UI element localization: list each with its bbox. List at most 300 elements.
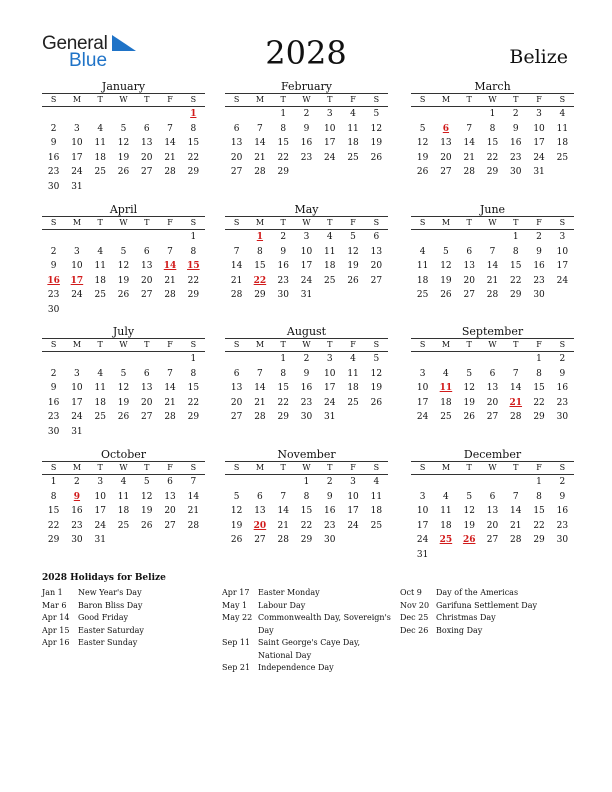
- calendar-date: 6: [143, 368, 150, 379]
- week-row: [42, 180, 205, 195]
- empty-cell: [89, 180, 112, 195]
- calendar-date: 30: [277, 290, 289, 300]
- calendar-date: 21: [254, 152, 266, 163]
- calendar-date: 13: [141, 138, 153, 148]
- holiday-date: 26: [462, 535, 476, 545]
- empty-cell: [112, 180, 135, 195]
- weekday-label: W: [119, 463, 128, 472]
- week-row: [225, 274, 388, 289]
- empty-cell: [411, 230, 434, 245]
- weekday-label: T: [280, 340, 286, 349]
- calendar-date: 27: [141, 167, 153, 177]
- weekday-label: F: [167, 340, 173, 349]
- calendar-date: 16: [300, 383, 313, 393]
- holiday-item: [42, 600, 212, 613]
- calendar-date: 18: [347, 138, 359, 148]
- weekday-label: S: [559, 95, 566, 104]
- holiday-name: Christmas Day: [436, 613, 496, 622]
- holidays-column: [222, 587, 392, 675]
- week-row: [42, 490, 205, 505]
- empty-cell: [481, 548, 504, 563]
- calendar-date: 25: [94, 290, 106, 300]
- weekday-label: S: [373, 218, 380, 227]
- holiday-item: [400, 612, 570, 625]
- calendar-date: 14: [254, 138, 266, 148]
- calendar-date: 15: [187, 138, 200, 148]
- calendar-date: 24: [71, 167, 83, 177]
- empty-cell: [365, 165, 388, 180]
- calendar-date: 17: [556, 261, 569, 271]
- weekday-label: S: [233, 95, 240, 104]
- calendar-date: 19: [440, 275, 452, 286]
- calendar-date: 4: [97, 123, 104, 134]
- calendar-date: 4: [373, 477, 380, 487]
- calendar-date: 27: [230, 167, 243, 177]
- calendar-date: 17: [300, 261, 313, 271]
- calendar-date: 5: [120, 246, 127, 257]
- month-november: [225, 448, 388, 548]
- calendar-date: 8: [303, 491, 310, 502]
- calendar-date: 25: [324, 275, 336, 286]
- weekday-label: M: [72, 340, 82, 349]
- calendar-date: 10: [556, 246, 569, 257]
- calendar-date: 3: [536, 109, 542, 119]
- calendar-date: 26: [370, 397, 383, 408]
- calendar-date: 10: [71, 261, 83, 271]
- calendar-date: 13: [164, 491, 176, 502]
- calendar-date: 21: [277, 520, 289, 531]
- calendar-date: 12: [370, 368, 383, 379]
- calendar-date: 3: [559, 232, 566, 242]
- calendar-date: 9: [303, 368, 310, 379]
- calendar-date: 17: [347, 506, 359, 516]
- empty-cell: [411, 475, 434, 490]
- weekday-header: [225, 461, 388, 475]
- calendar-date: 11: [94, 261, 106, 271]
- calendar-date: 22: [533, 397, 545, 408]
- calendar-date: 30: [47, 426, 60, 437]
- week-row: [225, 288, 388, 303]
- empty-cell: [458, 548, 481, 563]
- weekday-label: T: [327, 340, 333, 349]
- calendar-date: 13: [486, 383, 499, 393]
- calendar-date: 26: [117, 290, 130, 300]
- empty-cell: [248, 107, 271, 122]
- week-row: [42, 519, 205, 534]
- calendar-date: 23: [277, 275, 289, 286]
- weekday-label: S: [50, 340, 57, 349]
- calendar-date: 9: [50, 261, 57, 271]
- empty-cell: [135, 107, 158, 122]
- week-row: [411, 352, 574, 367]
- week-row: [411, 504, 574, 519]
- calendar-date: 12: [117, 383, 130, 393]
- weekday-label: T: [327, 95, 333, 104]
- holiday-date-label: May 22: [222, 613, 253, 622]
- empty-cell: [89, 425, 112, 440]
- empty-cell: [411, 107, 434, 122]
- calendar-date: 28: [486, 290, 499, 300]
- empty-cell: [112, 352, 135, 367]
- holiday-date-label: Oct 9: [400, 588, 422, 597]
- calendar-date: 5: [350, 232, 356, 242]
- calendar-date: 21: [230, 275, 243, 286]
- weekday-header: [225, 93, 388, 107]
- weekday-label: W: [119, 340, 128, 349]
- weekday-label: T: [144, 463, 150, 472]
- empty-cell: [135, 425, 158, 440]
- empty-cell: [341, 533, 364, 548]
- calendar-date: 3: [419, 491, 426, 502]
- empty-cell: [295, 165, 318, 180]
- calendar-date: 30: [533, 290, 545, 300]
- calendar-date: 13: [230, 383, 243, 393]
- empty-cell: [89, 107, 112, 122]
- country-name: Belize: [509, 46, 568, 68]
- weekday-label: M: [255, 463, 265, 472]
- calendar-date: 9: [536, 246, 542, 257]
- weekday-label: S: [50, 95, 57, 104]
- week-row: [225, 475, 388, 490]
- month-title: January: [101, 80, 146, 93]
- calendar-date: 26: [416, 167, 429, 177]
- weekday-label: F: [167, 463, 173, 472]
- calendar-date: 16: [300, 138, 313, 148]
- calendar-date: 26: [117, 167, 130, 177]
- calendar-date: 7: [257, 368, 263, 379]
- holiday-date: 22: [253, 275, 267, 286]
- holiday-date-label: Jan 1: [42, 588, 63, 597]
- calendar-date: 27: [486, 412, 499, 422]
- month-january: [42, 80, 205, 194]
- empty-cell: [434, 230, 457, 245]
- empty-cell: [89, 352, 112, 367]
- weekday-label: S: [419, 340, 426, 349]
- calendar-date: 8: [190, 246, 197, 257]
- calendar-date: 20: [230, 152, 243, 163]
- empty-cell: [551, 288, 574, 303]
- calendar-date: 31: [416, 549, 429, 560]
- calendar-date: 15: [533, 506, 545, 516]
- calendar-date: 2: [536, 232, 542, 242]
- calendar-date: 31: [71, 181, 83, 192]
- holiday-date-label: Dec 26: [400, 625, 429, 635]
- holiday-name: Easter Sunday: [78, 638, 138, 647]
- calendar-date: 21: [486, 275, 499, 286]
- holiday-date-label: Mar 6: [42, 600, 67, 610]
- week-row: [42, 381, 205, 396]
- weekday-label: M: [72, 95, 82, 104]
- calendar-date: 12: [230, 506, 243, 516]
- week-row: [225, 381, 388, 396]
- calendar-date: 7: [512, 491, 519, 502]
- weekday-label: T: [466, 340, 472, 349]
- calendar-date: 5: [419, 123, 426, 134]
- calendar-date: 31: [533, 167, 545, 177]
- calendar-date: 1: [280, 354, 287, 364]
- empty-cell: [225, 352, 248, 367]
- calendar-date: 11: [440, 506, 452, 516]
- calendar-date: 10: [71, 383, 83, 393]
- calendar-date: 11: [347, 123, 359, 134]
- holiday-item: [222, 587, 392, 600]
- weekday-label: T: [466, 95, 472, 104]
- holiday-date: 21: [509, 397, 523, 408]
- calendar-date: 15: [277, 383, 289, 393]
- month-may: [225, 203, 388, 303]
- empty-cell: [458, 475, 481, 490]
- empty-cell: [42, 107, 65, 122]
- holiday-item: [222, 662, 392, 675]
- calendar-date: 14: [164, 383, 176, 393]
- empty-cell: [365, 410, 388, 425]
- calendar-date: 23: [324, 520, 336, 531]
- empty-cell: [135, 352, 158, 367]
- calendar-date: 18: [94, 397, 106, 408]
- weekday-header: [411, 338, 574, 352]
- week-row: [225, 151, 388, 166]
- calendar-date: 20: [141, 397, 153, 408]
- calendar-date: 23: [556, 520, 569, 531]
- weekday-label: F: [536, 340, 542, 349]
- week-row: [225, 410, 388, 425]
- calendar-date: 14: [277, 506, 289, 516]
- calendar-date: 4: [443, 368, 449, 379]
- calendar-date: 6: [466, 246, 473, 257]
- calendar-date: 4: [419, 246, 426, 257]
- calendar-date: 28: [510, 535, 522, 545]
- holiday-name: Saint George's Caye Day, National Day: [258, 638, 361, 660]
- calendar-date: 2: [326, 477, 333, 487]
- calendar-date: 31: [300, 290, 313, 300]
- calendar-date: 2: [559, 354, 566, 364]
- calendar-date: 13: [141, 261, 153, 271]
- week-row: [42, 274, 205, 289]
- calendar-date: 8: [50, 491, 57, 502]
- month-july: [42, 325, 205, 439]
- calendar-date: 12: [463, 383, 475, 393]
- weekday-label: T: [466, 218, 472, 227]
- empty-cell: [551, 548, 574, 563]
- calendar-date: 29: [277, 167, 289, 177]
- calendar-date: 15: [254, 261, 266, 271]
- weekday-label: M: [72, 218, 82, 227]
- calendar-date: 27: [141, 290, 153, 300]
- empty-cell: [341, 165, 364, 180]
- weekday-label: W: [302, 218, 311, 227]
- weekday-label: S: [419, 218, 426, 227]
- weekday-label: W: [302, 463, 311, 472]
- weekday-label: T: [513, 340, 519, 349]
- calendar-date: 13: [440, 138, 452, 148]
- calendar-date: 18: [347, 383, 359, 393]
- weekday-label: S: [190, 95, 197, 104]
- calendar-date: 6: [489, 368, 496, 379]
- calendar-date: 29: [533, 412, 545, 422]
- calendar-date: 12: [416, 138, 429, 148]
- calendar-date: 23: [300, 397, 313, 408]
- empty-cell: [365, 533, 388, 548]
- calendar-date: 16: [510, 138, 522, 148]
- week-row: [225, 136, 388, 151]
- weekday-label: T: [513, 95, 519, 104]
- weekday-label: S: [559, 218, 566, 227]
- week-row: [42, 151, 205, 166]
- calendar-date: 25: [556, 152, 569, 163]
- calendar-date: 20: [486, 397, 499, 408]
- week-row: [411, 490, 574, 505]
- calendar-date: 9: [280, 246, 287, 257]
- calendar-date: 26: [117, 412, 130, 422]
- weekday-label: S: [373, 95, 380, 104]
- weekday-label: S: [50, 218, 57, 227]
- holiday-item: [222, 600, 392, 613]
- empty-cell: [318, 288, 341, 303]
- week-row: [225, 107, 388, 122]
- calendar-date: 10: [416, 506, 429, 516]
- calendar-date: 1: [280, 109, 287, 119]
- empty-cell: [158, 180, 181, 195]
- calendar-date: 5: [466, 368, 473, 379]
- calendar-date: 22: [277, 397, 289, 408]
- calendar-date: 21: [254, 397, 266, 408]
- weekday-label: S: [233, 463, 240, 472]
- holiday-name: Good Friday: [78, 613, 129, 622]
- calendar-date: 25: [94, 167, 106, 177]
- calendar-date: 13: [254, 506, 266, 516]
- calendar-date: 22: [47, 520, 60, 531]
- empty-cell: [182, 425, 205, 440]
- week-row: [411, 410, 574, 425]
- week-row: [225, 519, 388, 534]
- holiday-date-label: Sep 21: [222, 663, 251, 672]
- empty-cell: [158, 230, 181, 245]
- week-row: [411, 136, 574, 151]
- calendar-date: 29: [486, 167, 499, 177]
- calendar-date: 23: [533, 275, 545, 286]
- calendar-date: 5: [143, 477, 150, 487]
- calendar-date: 27: [463, 290, 475, 300]
- weekday-label: S: [50, 463, 57, 472]
- holiday-date: 11: [439, 383, 453, 393]
- calendar-date: 12: [440, 261, 452, 271]
- calendar-date: 4: [559, 109, 566, 119]
- calendar-date: 4: [443, 491, 449, 502]
- empty-cell: [135, 303, 158, 318]
- calendar-date: 16: [47, 397, 60, 408]
- weekday-label: F: [536, 463, 542, 472]
- calendar-date: 16: [556, 506, 569, 516]
- calendar-date: 15: [510, 261, 522, 271]
- calendar-date: 5: [466, 491, 473, 502]
- holiday-item: [222, 612, 392, 637]
- calendar-date: 13: [230, 138, 243, 148]
- empty-cell: [158, 303, 181, 318]
- weekday-label: W: [488, 95, 497, 104]
- calendar-date: 6: [233, 368, 240, 379]
- empty-cell: [504, 475, 527, 490]
- month-title: September: [461, 325, 524, 338]
- calendar-date: 22: [187, 397, 200, 408]
- calendar-date: 7: [233, 246, 240, 257]
- week-row: [411, 381, 574, 396]
- calendar-date: 28: [254, 412, 266, 422]
- calendar-date: 7: [489, 246, 496, 257]
- calendar-date: 28: [277, 535, 289, 545]
- calendar-date: 8: [190, 123, 197, 134]
- empty-cell: [158, 425, 181, 440]
- calendar-date: 3: [74, 246, 80, 257]
- week-row: [42, 288, 205, 303]
- weekday-label: W: [119, 218, 128, 227]
- calendar-date: 1: [512, 232, 519, 242]
- weekday-label: T: [144, 340, 150, 349]
- calendar-date: 30: [556, 412, 569, 422]
- holiday-item: [222, 637, 392, 662]
- weekday-label: M: [255, 95, 265, 104]
- calendar-date: 17: [416, 397, 429, 408]
- calendar-date: 18: [324, 261, 336, 271]
- weekday-header: [411, 216, 574, 230]
- calendar-date: 21: [164, 152, 176, 163]
- holiday-item: [42, 637, 212, 650]
- calendar-date: 30: [324, 535, 336, 545]
- empty-cell: [112, 425, 135, 440]
- calendar-date: 4: [350, 354, 356, 364]
- month-april: [42, 203, 205, 317]
- weekday-label: M: [441, 463, 451, 472]
- calendar-date: 26: [440, 290, 452, 300]
- week-row: [42, 122, 205, 137]
- calendar-date: 11: [347, 368, 359, 379]
- calendar-date: 22: [533, 520, 545, 531]
- calendar-date: 30: [510, 167, 522, 177]
- calendar-date: 17: [94, 506, 106, 516]
- calendar-date: 6: [143, 123, 150, 134]
- calendar-date: 8: [257, 246, 263, 257]
- weekday-label: T: [97, 340, 103, 349]
- weekday-label: M: [72, 463, 82, 472]
- weekday-label: F: [350, 95, 356, 104]
- weekday-header: [42, 338, 205, 352]
- calendar-date: 22: [277, 152, 289, 163]
- holiday-name: Labour Day: [258, 600, 306, 610]
- empty-cell: [458, 352, 481, 367]
- holiday-name: Day of the Americas: [436, 588, 519, 597]
- calendar-date: 9: [303, 123, 310, 134]
- calendar-date: 11: [370, 491, 383, 502]
- calendar-date: 3: [74, 368, 80, 379]
- calendar-date: 10: [533, 123, 545, 134]
- holiday-item: [42, 612, 212, 625]
- calendar-date: 16: [47, 152, 60, 163]
- calendar-date: 10: [416, 383, 429, 393]
- week-row: [411, 259, 574, 274]
- calendar-date: 12: [117, 261, 130, 271]
- calendar-date: 3: [74, 123, 80, 134]
- holiday-date-label: Apr 16: [42, 638, 70, 647]
- calendar-date: 3: [419, 368, 426, 379]
- holiday-date: 15: [187, 261, 200, 271]
- calendar-date: 24: [94, 520, 106, 531]
- calendar-date: 11: [94, 138, 106, 148]
- holiday-date: 9: [73, 491, 81, 502]
- calendar-date: 6: [257, 491, 263, 502]
- calendar-date: 9: [512, 123, 519, 134]
- week-row: [225, 245, 388, 260]
- calendar-date: 19: [347, 261, 359, 271]
- calendar-date: 25: [440, 412, 452, 422]
